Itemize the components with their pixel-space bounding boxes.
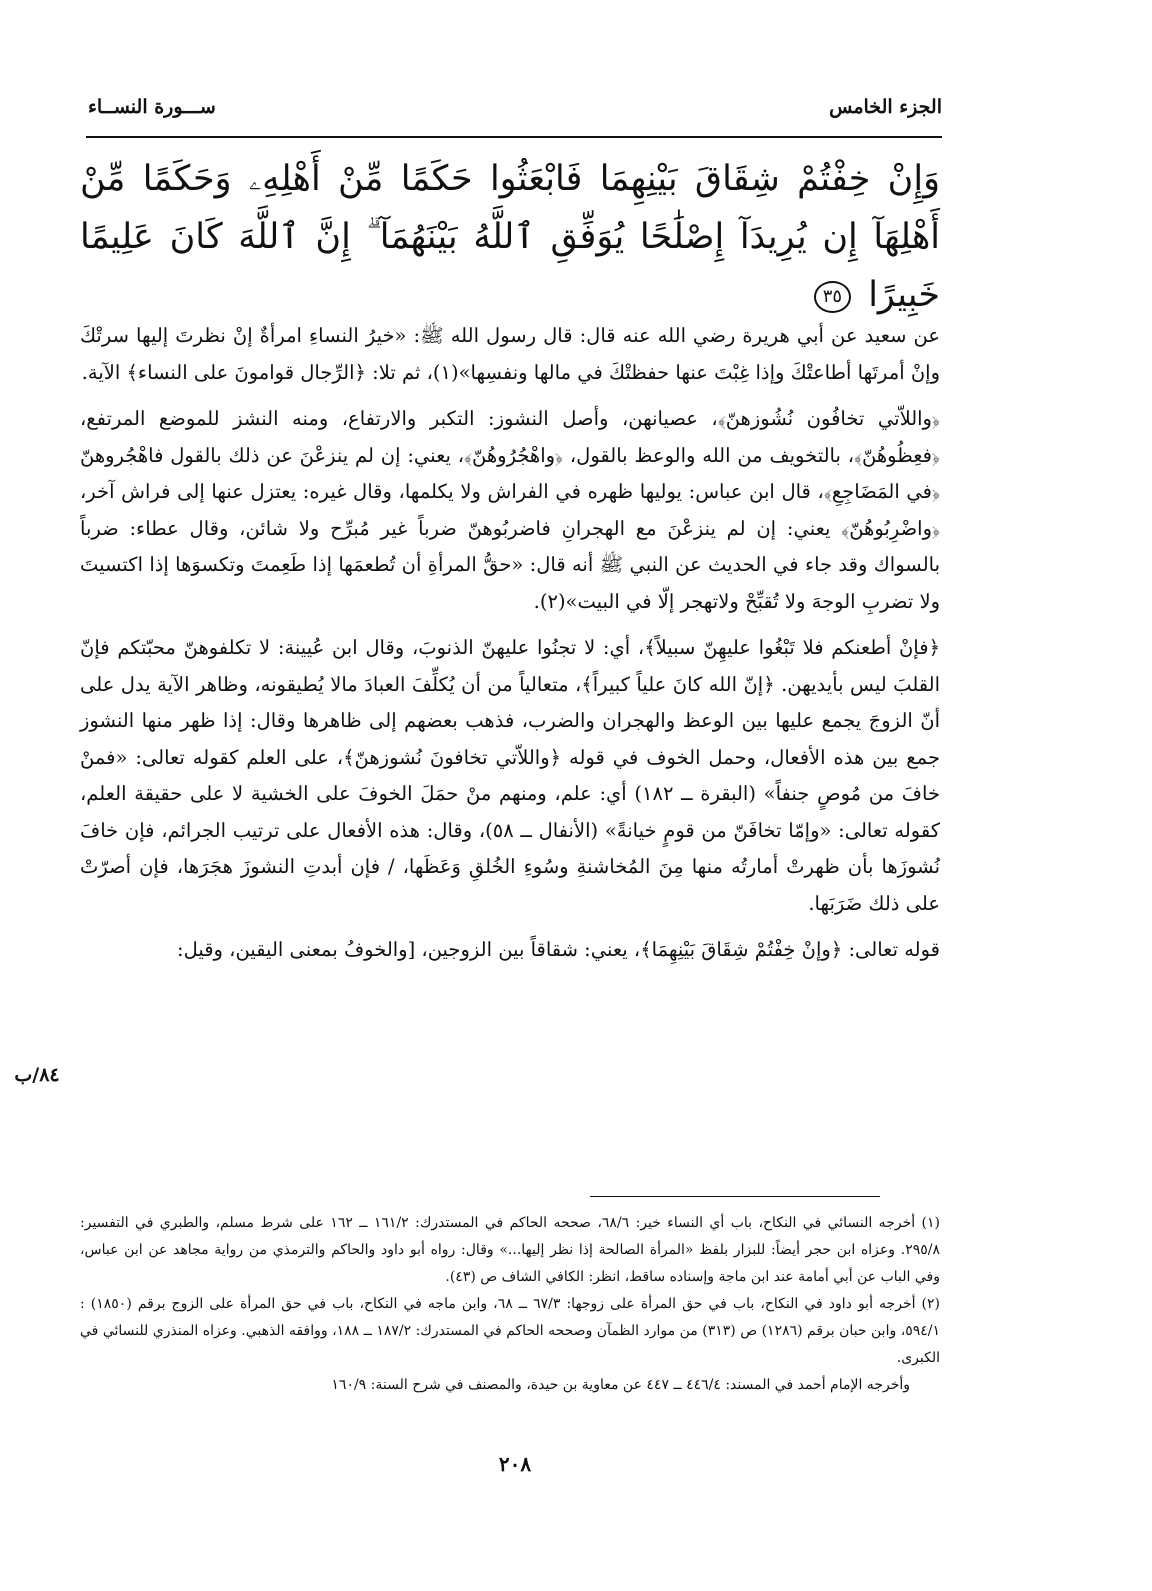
- header-part-label: الجزء الخامس: [829, 96, 942, 118]
- paragraph: ﴿واللاّتي تخافُون نُشُوزهنّ﴾، عصيانهن، وأصل النشوز: التكبر والارتفاع، ومنه النشز للموضع المرتفع، ﴿فعِظُوهُنّ﴾، بالتخويف من الله والوعظ بالقول، ﴿واهْجُرُوهُنّ﴾، يعني: إن لم ينزعْنَ عن ذلك بالقول فاهْجُروهنّ ﴿في المَضَاجِعِ﴾، قال ابن عباس: يوليها ظهره في الفراش ولا يكلمها، وقال غيره: يعتزل عنها إلى فراش آخر، ﴿واضْرِبُوهُنّ﴾ يعني: إن لم ينزعْنَ مع الهجرانِ فاضربُوهنّ ضرباً غير مُبرِّح ولا شائن، وقال عطاء: ضرباً بالسواك وقد جاء في الحديث عن النبي ﷺ أنه قال: «حقُّ المرأةِ أن تُطعمَها إذا طَعِمتَ وتكسوَها إذا اكتسيتَ ولا تضربِ الوجهَ ولا تُقبِّحْ ولاتهجر إلّا في البيت»(٢).: [80, 407, 940, 613]
- paragraph: قوله تعالى: ﴿وإنْ خِفْتُمْ شِقَاقَ بَيْنِهِمَا﴾، يعني: شقاقاً بين الزوجين، [والخوفُ بمعنى اليقين، وقيل:: [177, 938, 940, 961]
- paragraph: ﴿فإنْ أطعنكم فلا تَبْغُوا عليهِنّ سبيلاً﴾، أي: لا تجنُوا عليهنّ الذنوبَ، وقال ابن عُيينة: لا تكلفوهنّ محبّتكم فإنّ القلبَ ليس بأيديهن. ﴿إنّ الله كانَ علياً كبيراً﴾، متعالياً من أن يُكلِّفَ العبادَ مالا يُطيقونه، وظاهر الآية يدل على أنّ الزوجَ يجمع عليها بين الوعظ والهجران والضرب، فذهب بعضهم إلى ظاهرها وقال: إذا ظهر منها النشوز جمع بين هذه الأفعال، وحمل الخوف في قوله ﴿واللاّتي تخافونَ نُشوزهنّ﴾، على العلم كقوله تعالى: «فمنْ خافَ من مُوصٍ جنفاً» (البقرة ــ ١٨٢) أي: علم، ومنهم منْ حمَلَ الخوفَ على الخشية لا على حقيقة العلم، كقوله تعالى: «وإمّا تخافَنّ من قومٍ خيانةً» (الأنفال ــ ٥٨)، وقال: هذه الأفعال على ترتيب الجرائم، فإن خافَ نُشوزَها بأن ظهرتْ أمارتُه منها مِنَ المُخاشنةِ وسُوءِ الخُلقِ وَعَظَها، / فإن أبدتِ النشوزَ هجَرَها، فإن أصرّتْ على ذلك ضَرَبَها.: [80, 636, 941, 915]
- paragraph: عن سعيد عن أبي هريرة رضي الله عنه قال: قال رسول الله ﷺ: «خيرُ النساءِ امرأةٌ إنْ نظرتَ إليها سرتْكَ وإنْ أمرتَها أطاعتْكَ وإذا غِبْتَ عنها حفظتْكَ في مالها ونفسِها»(١)، ثم تلا: ﴿الرِّجال قوامونَ على النساء﴾ الآية.: [80, 324, 940, 384]
- footnote-continuation: وأخرجه الإمام أحمد في المسند: ٤٤٦/٤ ــ ٤٤٧ عن معاوية بن حيدة، والمصنف في شرح السنة: ١٦٠/٩: [331, 1377, 910, 1393]
- commentary-body: [80, 318, 940, 979]
- header-divider: [86, 136, 942, 138]
- verse-text: وَإِنْ خِفْتُمْ شِقَاقَ بَيْنِهِمَا فَابْعَثُوا حَكَمًا مِّنْ أَهْلِهِۦ وَحَكَمًا مِّنْ أَهْلِهَآ إِن يُرِيدَآ إِصْلَٰحًا يُوَفِّقِ ٱللَّهُ بَيْنَهُمَآ ۗ إِنَّ ٱللَّهَ كَانَ عَلِيمًا خَبِيرًا: [80, 159, 940, 315]
- manuscript-folio-marker: ٨٤/ب: [14, 1064, 60, 1086]
- footnotes: [80, 1210, 940, 1399]
- header-surah-label: ســـورة النســاء: [88, 96, 216, 118]
- page-number: ٢٠٨: [498, 1452, 532, 1476]
- footnote: (٢) أخرجه أبو داود في النكاح، باب في حق المرأة على زوجها: ٦٧/٣ ــ ٦٨، وابن ماجه في النكاح، باب في حق المرأة على الزوج برقم (١٨٥٠) : ٥٩٤/١، وابن حبان برقم (١٢٨٦) ص (٣١٣) من موارد الظمآن وصححه الحاكم في المستدرك: ١٨٧/٢ ــ ١٨٨، ووافقه الذهبي. وعزاه المنذري للنسائي في الكبرى.: [80, 1296, 941, 1366]
- footnote: (١) أخرجه النسائي في النكاح، باب أي النساء خير: ٦٨/٦، صححه الحاكم في المستدرك: ١٦١/٢ ــ ١٦٢ على شرط مسلم، والطبري في التفسير: ٢٩٥/٨. وعزاه ابن حجر أيضاً: للبزار بلفظ «المرأة الصالحة إذا نظر إليها...» وقال: رواه أبو داود والحاكم والترمذي من رواية مجاهد عن ابن عباس، وفي الباب عن أبي أمامة عند ابن ماجة وإسناده ساقط، انظر: الكافي الشاف ص (٤٣).: [80, 1215, 940, 1285]
- footnote-divider: [590, 1196, 880, 1197]
- running-header: [88, 96, 942, 118]
- ayah-number-badge: ٣٥: [814, 281, 851, 313]
- quran-verse: [80, 150, 940, 324]
